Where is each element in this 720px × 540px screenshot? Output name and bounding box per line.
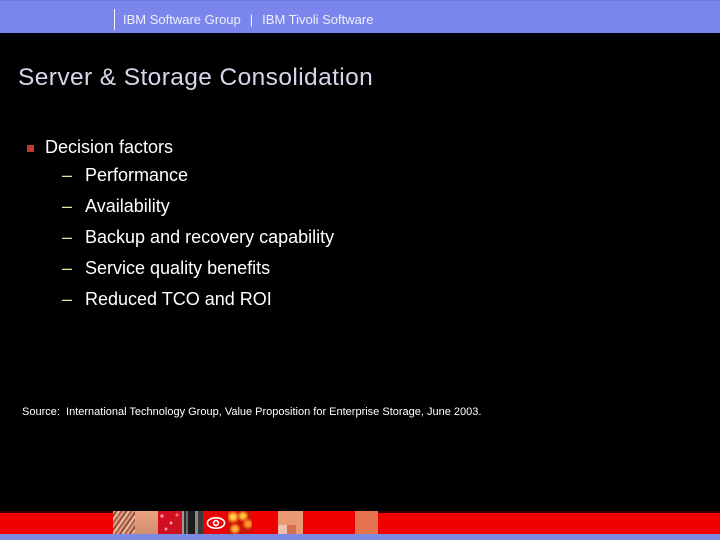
slide-title: Server & Storage Consolidation <box>18 64 374 91</box>
header-right-label: IBM Tivoli Software <box>262 12 374 27</box>
header-text <box>123 1 373 36</box>
sub-bullet-label: Availability <box>85 196 170 216</box>
footer-periwinkle-strip <box>0 534 720 540</box>
dash-bullet-icon: – <box>62 196 73 216</box>
bullet-item-main <box>27 137 173 158</box>
sub-bullet-label: Performance <box>85 165 189 185</box>
red-tile <box>303 511 355 534</box>
header-divider-rule <box>114 9 115 30</box>
bullet-main-label: Decision factors <box>45 137 174 157</box>
sub-bullet-service-quality <box>62 258 270 279</box>
photo-person-doorway-tile <box>182 511 203 534</box>
header-left-label: IBM Software Group <box>123 12 241 27</box>
red-tile <box>252 511 278 534</box>
sub-bullet-backup-recovery <box>62 227 334 248</box>
dash-bullet-icon: – <box>62 289 73 309</box>
sub-bullet-reduced-tco <box>62 289 272 310</box>
dash-bullet-icon: – <box>62 227 73 247</box>
header-band <box>0 0 720 33</box>
header-separator: | <box>249 12 254 27</box>
sub-bullet-performance <box>62 165 188 186</box>
tivoli-eye-icon <box>206 516 226 530</box>
sub-bullet-label: Reduced TCO and ROI <box>85 289 272 309</box>
photo-amber-lights-tile <box>228 511 252 534</box>
photo-salmon-squares-tile <box>278 511 303 534</box>
sub-bullet-label: Backup and recovery capability <box>85 227 335 247</box>
photo-diagonal-stripes-tile <box>113 511 135 534</box>
photo-salmon-gradient-tile <box>135 511 158 534</box>
source-note: Source: International Technology Group, Value Proposition for Enterprise Storage, June 2003. <box>22 406 482 418</box>
footer-filmstrip <box>113 511 378 534</box>
dash-bullet-icon: – <box>62 165 73 185</box>
sub-bullet-label: Service quality benefits <box>85 258 271 278</box>
dash-bullet-icon: – <box>62 258 73 278</box>
photo-red-pattern-tile <box>158 511 182 534</box>
photo-salmon-solid-tile <box>355 511 378 534</box>
tivoli-eye-logo-tile <box>203 511 228 534</box>
square-bullet-icon <box>27 145 34 152</box>
sub-bullet-availability <box>62 196 170 217</box>
